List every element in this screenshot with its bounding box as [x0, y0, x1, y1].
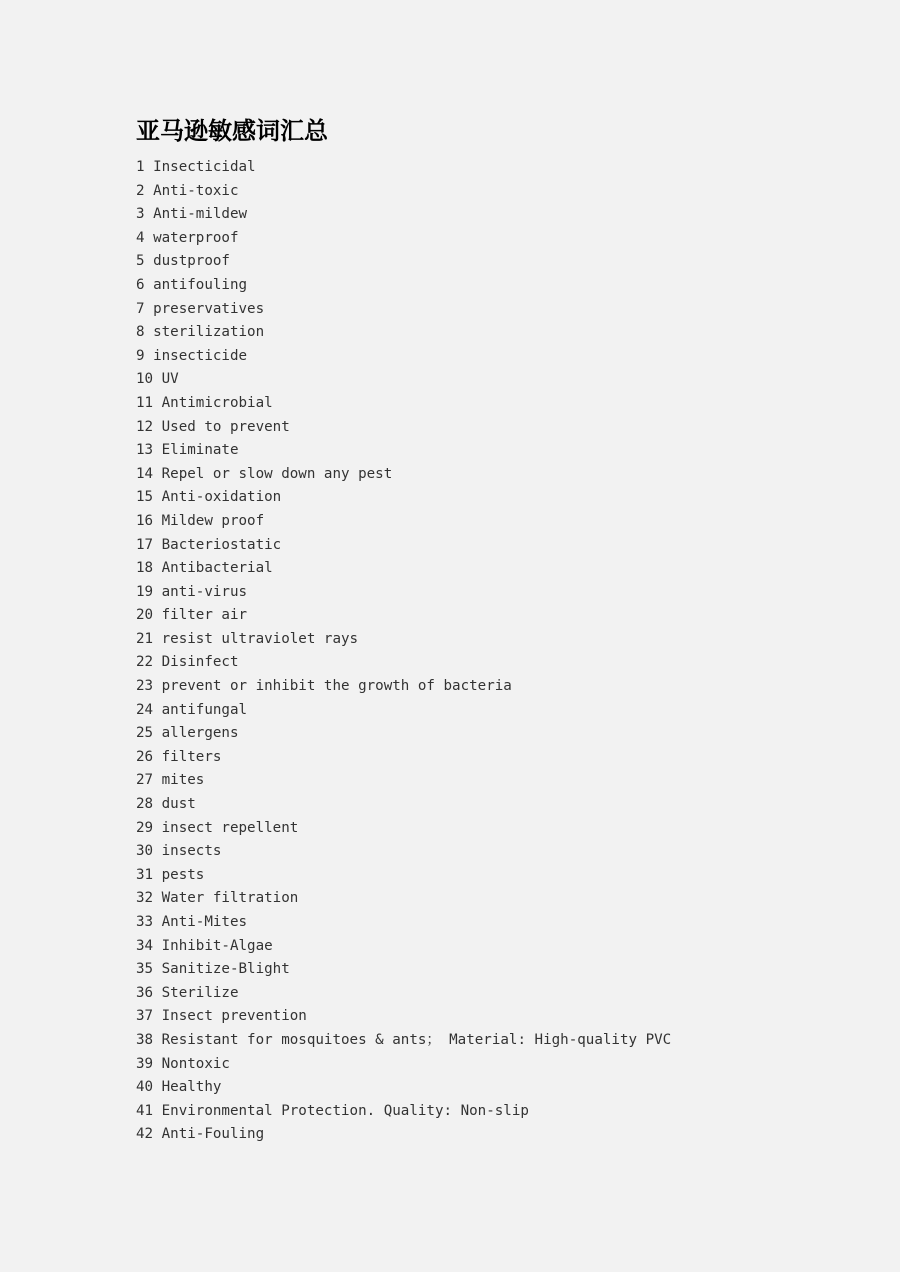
- list-item: 13 Eliminate: [136, 442, 239, 459]
- list-item: 28 dust: [136, 796, 196, 813]
- list-item: 20 filter air: [136, 607, 248, 624]
- list-item: 3 Anti-mildew: [136, 206, 248, 223]
- list-item: 41 Environmental Protection. Quality: Non-slip: [136, 1102, 529, 1119]
- list-item: 14 Repel or slow down any pest: [136, 465, 393, 482]
- list-item: 18 Antibacterial: [136, 560, 273, 577]
- list-item: 22 Disinfect: [136, 654, 239, 671]
- list-item: 26 filters: [136, 748, 222, 765]
- list-item: 35 Sanitize-Blight: [136, 961, 290, 978]
- list-item: 16 Mildew proof: [136, 512, 265, 529]
- sensitive-word-list: [136, 156, 671, 1147]
- list-item: 11 Antimicrobial: [136, 394, 273, 411]
- list-item: 36 Sterilize: [136, 984, 239, 1001]
- list-item: 25 allergens: [136, 725, 239, 742]
- list-item: 40 Healthy: [136, 1079, 222, 1096]
- list-item: 39 Nontoxic: [136, 1055, 230, 1072]
- list-item: 2 Anti-toxic: [136, 182, 239, 199]
- list-item: 6 antifouling: [136, 276, 248, 293]
- list-item: 30 insects: [136, 843, 222, 860]
- list-item: 31 pests: [136, 866, 205, 883]
- list-item: 29 insect repellent: [136, 819, 299, 836]
- list-item: 21 resist ultraviolet rays: [136, 630, 359, 647]
- list-item: 23 prevent or inhibit the growth of bacteria: [136, 678, 512, 695]
- list-item: 17 Bacteriostatic: [136, 536, 282, 553]
- list-item: 19 anti-virus: [136, 583, 248, 600]
- document-title: 亚马逊敏感词汇总: [136, 116, 328, 145]
- list-item: 15 Anti-oxidation: [136, 489, 282, 506]
- list-item: 10 UV: [136, 371, 179, 388]
- list-item: 9 insecticide: [136, 347, 248, 364]
- list-item: 37 Insect prevention: [136, 1008, 307, 1025]
- list-item: 4 waterproof: [136, 229, 239, 246]
- list-item: 42 Anti-Fouling: [136, 1126, 265, 1143]
- list-item: 1 Insecticidal: [136, 159, 256, 175]
- list-item: 38 Resistant for mosquitoes & ants； Material: High-quality PVC: [136, 1031, 672, 1048]
- list-item: 32 Water filtration: [136, 890, 299, 907]
- list-item: 8 sterilization: [136, 324, 265, 341]
- list-item: 24 antifungal: [136, 701, 248, 718]
- list-item: 12 Used to prevent: [136, 418, 290, 435]
- list-item: 34 Inhibit-Algae: [136, 937, 273, 954]
- list-item: 7 preservatives: [136, 300, 265, 317]
- list-item: 33 Anti-Mites: [136, 914, 248, 930]
- list-item: 27 mites: [136, 772, 205, 789]
- list-item: 5 dustproof: [136, 253, 230, 270]
